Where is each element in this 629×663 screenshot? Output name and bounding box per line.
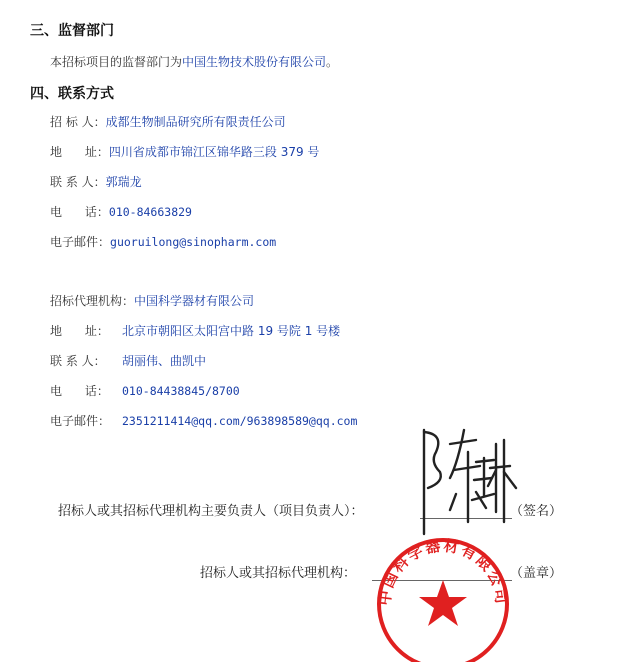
seal-text: 中国科学器材有限公司 <box>375 536 511 607</box>
tenderer-address: 四川省成都市锦江区锦华路三段 379 号 <box>108 145 320 159</box>
tenderer-name-row <box>50 113 286 130</box>
tenderer-phone-label: 电 话： <box>50 205 109 219</box>
supervision-prefix: 本招标项目的监督部门为 <box>50 55 183 69</box>
agency-address-label: 地 址： <box>50 324 109 338</box>
agency-name-row <box>50 292 254 309</box>
agency-email-label: 电子邮件： <box>50 414 111 428</box>
agency-phone-label: 电 话： <box>50 384 109 398</box>
tenderer-email-label: 电子邮件： <box>50 235 111 249</box>
signature-org-suffix: （盖章） <box>510 566 563 581</box>
tenderer-address-row <box>50 143 319 160</box>
tenderer-contact-row <box>50 173 142 190</box>
company-seal <box>372 530 514 662</box>
tenderer-address-label: 地 址： <box>50 145 109 159</box>
tenderer-contact: 郭瑞龙 <box>105 175 142 189</box>
tenderer-phone: 010-84663829 <box>108 205 192 219</box>
signature-person-label: 招标人或其招标代理机构主要负责人（项目负责人）： <box>58 504 364 519</box>
agency-name: 中国科学器材有限公司 <box>134 294 255 308</box>
supervision-org: 中国生物技术股份有限公司 <box>182 55 327 69</box>
agency-contact-label: 联 系 人： <box>50 354 106 368</box>
agency-phone-row <box>50 382 240 399</box>
tenderer-email-row <box>50 233 276 250</box>
tenderer-name-label: 招 标 人： <box>50 115 106 129</box>
supervision-end: 。 <box>326 55 339 69</box>
tenderer-email: guoruilong@sinopharm.com <box>110 235 277 249</box>
seal-star-icon <box>419 580 467 626</box>
agency-email: 2351211414@qq.com/963898589@qq.com <box>122 414 358 428</box>
section-4-title: 四、联系方式 <box>30 86 114 102</box>
tenderer-phone-row <box>50 203 192 220</box>
agency-name-label: 招标代理机构： <box>50 294 135 308</box>
tenderer-contact-label: 联 系 人： <box>50 175 106 189</box>
section-3-title: 三、监督部门 <box>30 23 114 39</box>
agency-contact-row <box>50 352 206 369</box>
signature-org-label: 招标人或其招标代理机构： <box>200 566 357 581</box>
tenderer-name: 成都生物制品研究所有限责任公司 <box>105 115 286 129</box>
agency-address: 北京市朝阳区太阳宫中路 19 号院 1 号楼 <box>122 324 341 338</box>
supervision-sentence <box>50 53 338 70</box>
agency-email-row <box>50 412 357 429</box>
agency-address-row <box>50 322 340 339</box>
agency-contact: 胡丽伟、曲凯中 <box>122 354 207 368</box>
signature-person-suffix: （签名） <box>510 504 563 519</box>
agency-phone: 010-84438845/8700 <box>122 384 240 398</box>
handwritten-signature <box>410 422 520 540</box>
